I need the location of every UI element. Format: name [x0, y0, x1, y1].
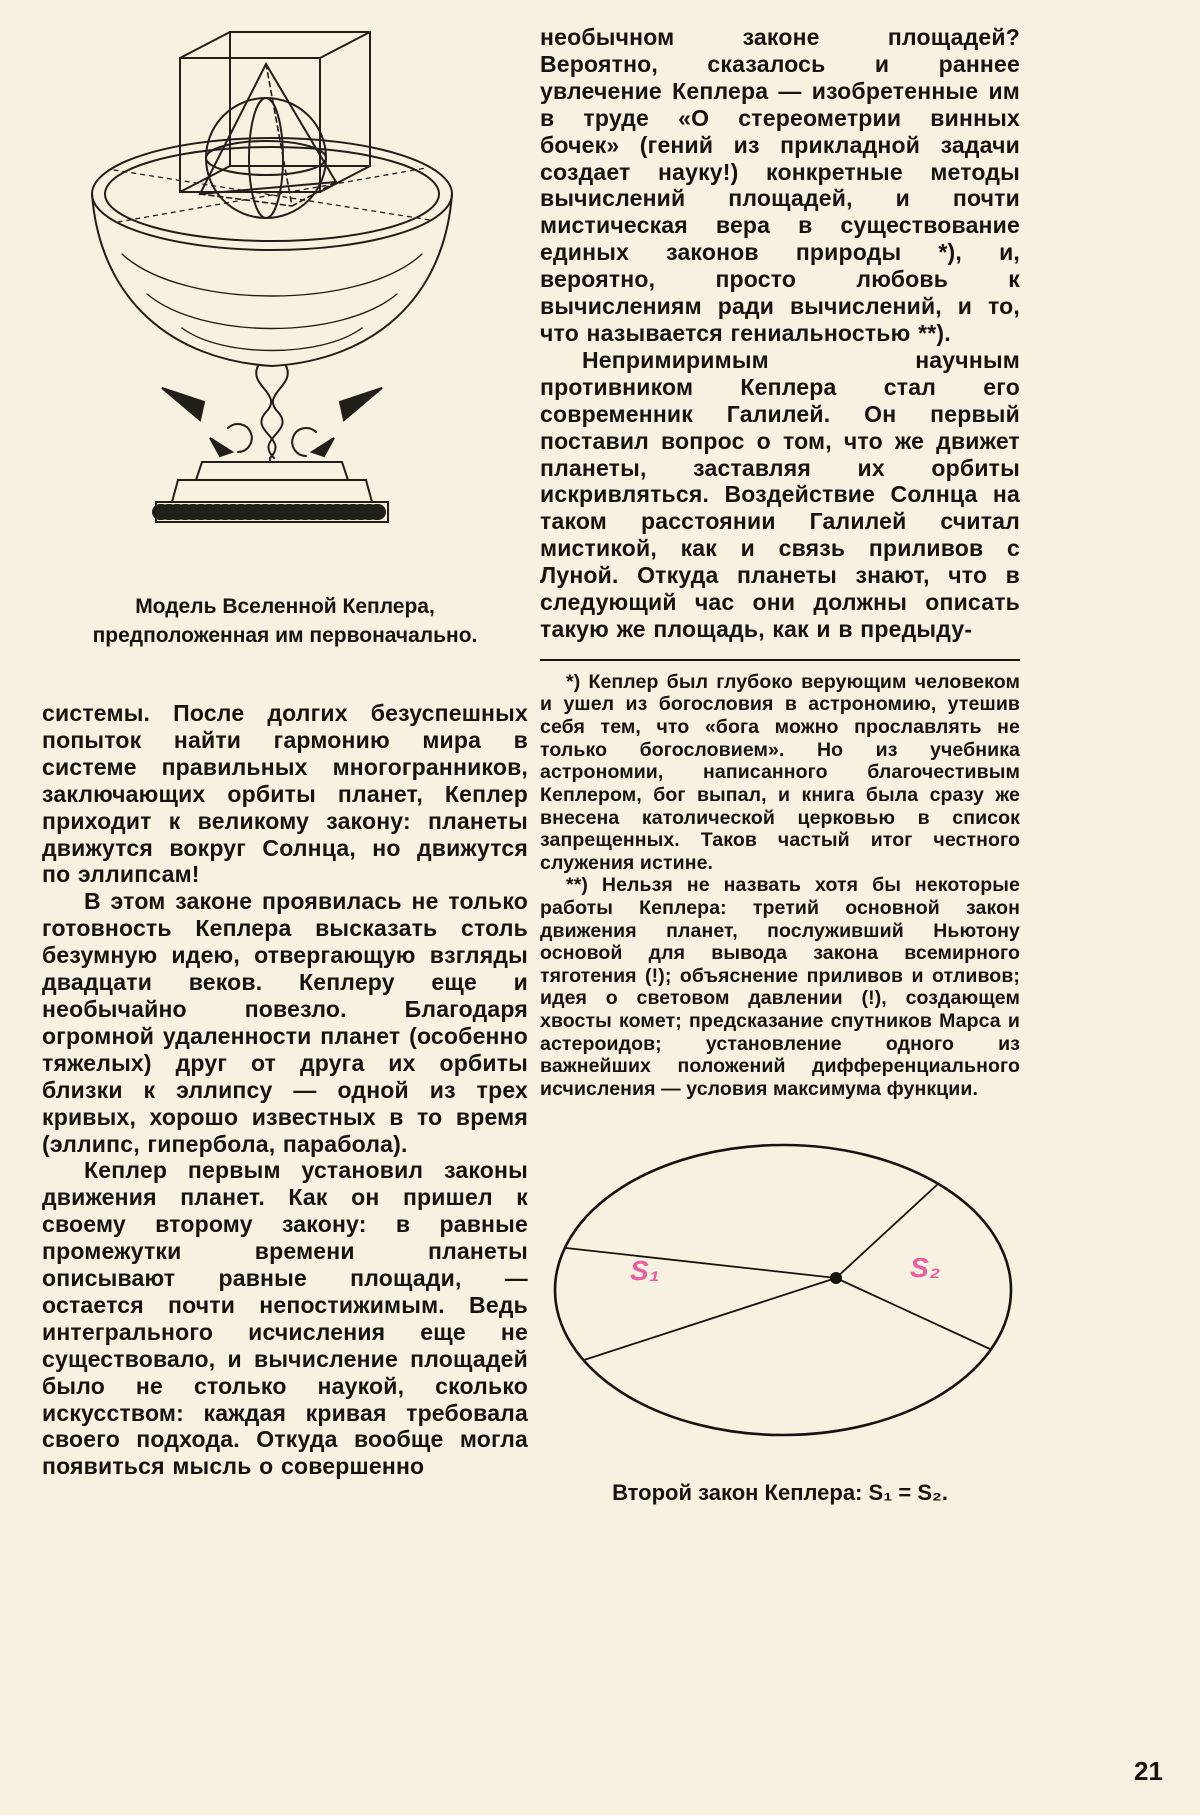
figure1-caption-line2: предположенная им первоначально. [92, 624, 478, 648]
page-number: 21 [1134, 1756, 1163, 1786]
sector-label-s2: S₂ [910, 1252, 942, 1283]
orbit-ellipse [555, 1145, 1011, 1435]
left-column [42, 700, 528, 1480]
sector-label-s1: S₁ [630, 1255, 661, 1286]
second-law-svg [540, 1130, 1020, 1465]
figure1-caption-line1: Модель Вселенной Кеплера, [135, 595, 435, 618]
left-paragraph-1: системы. После долгих безуспешных попыток найти гармонию мира в системе правильных многогранников, заключающих орбиты планет, Кеплер приходит к великому закону: планеты движутся вокруг Солнца, но движутся по эллипсам! [42, 700, 528, 888]
figure1-caption [42, 592, 528, 651]
right-column [540, 24, 1020, 1100]
kepler-second-law-diagram [540, 1130, 1020, 1465]
right-paragraph-1: необычном законе площадей? Вероятно, сказалось и раннее увлечение Кеплера — изобретенные им в труде «О стереометрии винных бочек» (гений из прикладной задачи создает науку!) конкретные методы вычислений площадей, и почти мистическая вера в существование единых законов природы *), и, вероятно, просто любовь к вычислениям ради вычислений, и то, что называется гениальностью **). [540, 24, 1020, 346]
footnote-2: **) Нельзя не назвать хотя бы некоторые работы Кеплера: третий основной закон движения планет, послуживший Ньютону основой для вывода закона всемирного тяготения (!); объяснение приливов и отливов; идея о световом давлении (!), создающем хвосты комет; предсказание спутников Марса и астероидов; установление одного из важнейших положений дифференциального исчисления — условия максимума функции. [540, 874, 1020, 1100]
figure2-caption: Второй закон Кеплера: S₁ = S₂. [612, 1480, 948, 1505]
right-paragraph-2: Непримиримым научным противником Кеплера стал его современник Галилей. Он первый поставил вопрос о том, что же движет планеты, заставляя их орбиты искривляться. Воздействие Солнца на таком расстоянии Галилей считал мистикой, как и связь приливов с Луной. Откуда планеты знают, что в следующий час они должны описать такую же площадь, как и в предыду- [540, 346, 1020, 642]
focus-point [830, 1272, 842, 1284]
kepler-model-engraving [52, 8, 492, 568]
left-paragraph-2: В этом законе проявилась не только готовность Кеплера высказать столь безумную идею, отвергающую взгляды двадцати веков. Кеплеру еще и необычайно повезло. Благодаря огромной удаленности планет (особенно тяжелых) друг от друга их орбиты близки к эллипсу — одной из трех кривых, хорошо известных в то время (эллипс, гипербола, парабола). [42, 888, 528, 1157]
footnote-1: *) Кеплер был глубоко верующим человеком и ушел из богословия в астрономию, утешив себя тем, что «бога можно прославлять не только богословием». Но из учебника астрономии, написанного благочестивым Кеплером, бог выпал, и книга была сразу же внесена католической церковью в список запрещенных. Таков частый итог честного служения истине. [540, 670, 1020, 874]
left-paragraph-3: Кеплер первым установил законы движения планет. Как он пришел к своему второму закону: в равные промежутки времени планеты описывают равные площади, — остается почти непостижимым. Ведь интегрального исчисления еще не существовало, и вычисление площадей было не столько наукой, сколько искусством: каждая кривая требовала своего подхода. Откуда вообще могла появиться мысль о совершенно [42, 1157, 528, 1480]
kepler-model-figure-svg [52, 8, 492, 568]
footnote-divider [540, 659, 1020, 661]
